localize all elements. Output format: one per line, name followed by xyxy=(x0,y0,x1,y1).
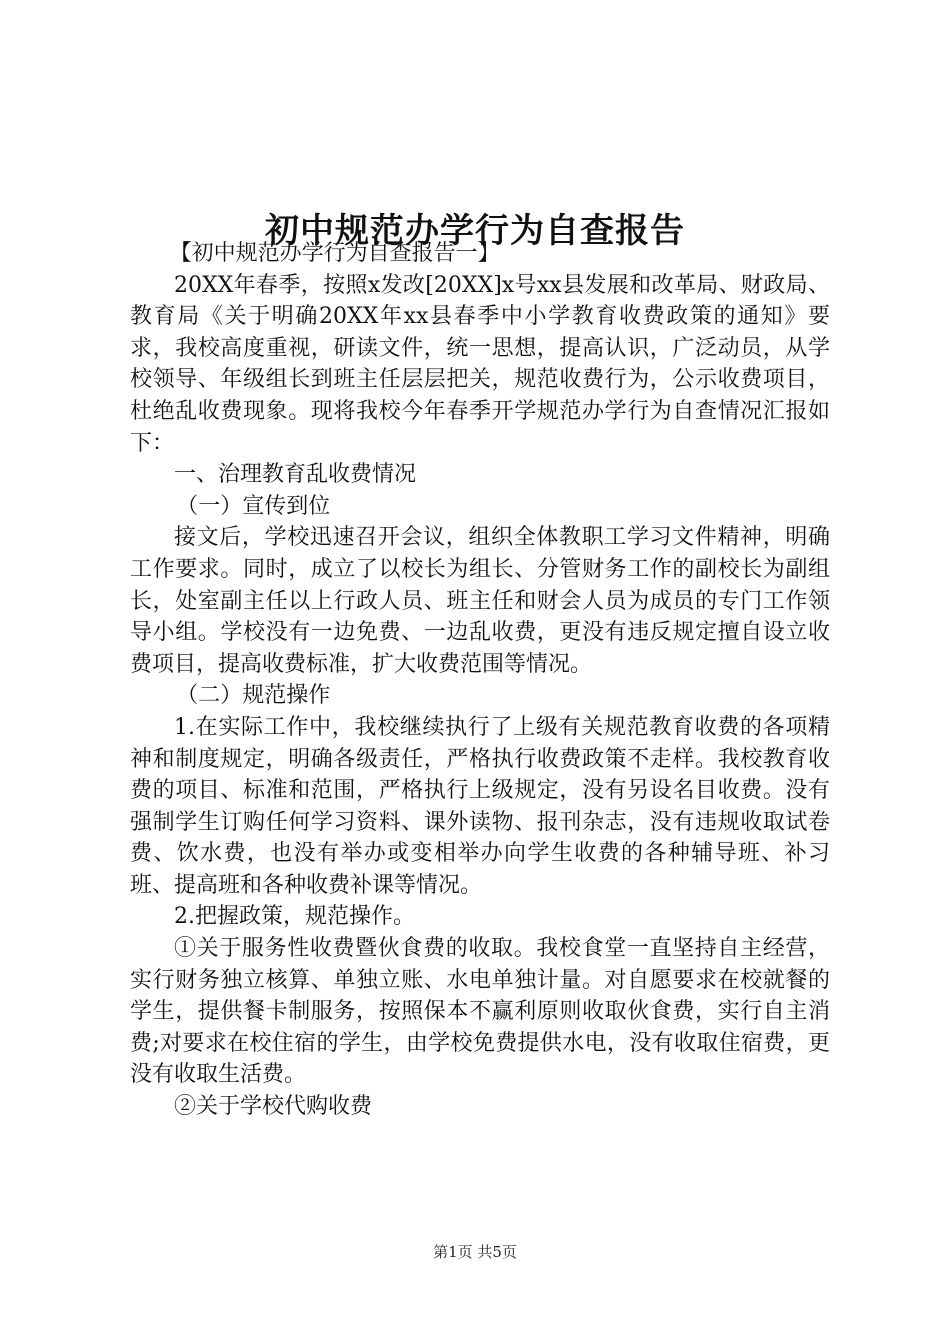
heading-level-1: 一、治理教育乱收费情况 xyxy=(174,462,417,488)
paragraph-subitem-2: ②关于学校代购收费 xyxy=(174,1094,373,1120)
page-footer: 第1页 共5页 xyxy=(433,1243,517,1261)
paragraph-item-2: 2.把握政策，规范操作。 xyxy=(174,904,415,930)
document-title: 初中规范办学行为自查报告 xyxy=(265,210,685,251)
paragraph-publicity: 接文后，学校迅速召开会议，组织全体教职工学习文件精神，明确工作要求。同时，成立了以校长为组长、分管财务工作的副校长为副组长，处室副主任以上行政人员、班主任和财会人员为成员的专门工作领导小组。学校没有一边免费、一边乱收费，更没有违反规定擅自设立收费项目，提高收费标准，扩大收费范围等情况。 xyxy=(130,525,830,677)
document-body xyxy=(130,238,830,1123)
section-heading: 【初中规范办学行为自查报告一】 xyxy=(169,241,500,266)
paragraph-item-1: 1.在实际工作中，我校继续执行了上级有关规范教育收费的各项精神和制度规定，明确各级责任，严格执行收费政策不走样。我校教育收费的项目、标准和范围，严格执行上级规定，没有另设名目收费。没有强制学生订购任何学习资料、课外读物、报刊杂志，没有违规收取试卷费、饮水费，也没有举办或变相举办向学生收费的各种辅导班、补习班、提高班和各种收费补课等情况。 xyxy=(130,714,830,898)
paragraph-intro: 20XX年春季，按照x发改[20XX]x号xx县发展和改革局、财政局、教育局《关于明确20XX年xx县春季中小学教育收费政策的通知》要求，我校高度重视，研读文件，统一思想，提高认识，广泛动员，从学校领导、年级组长到班主任层层把关，规范收费行为，公示收费项目，杜绝乱收费现象。现将我校今年春季开学规范办学行为自查情况汇报如下： xyxy=(130,272,830,456)
heading-level-2: （一）宣传到位 xyxy=(176,493,331,519)
heading-level-2: （二）规范操作 xyxy=(176,683,331,709)
paragraph-subitem-1: ①关于服务性收费暨伙食费的收取。我校食堂一直坚持自主经营，实行财务独立核算、单独立账、水电单独计量。对自愿要求在校就餐的学生，提供餐卡制服务，按照保本不赢利原则收取伙食费，实行自主消费;对要求在校住宿的学生，由学校免费提供水电，没有收取住宿费，更没有收取生活费。 xyxy=(130,936,830,1088)
